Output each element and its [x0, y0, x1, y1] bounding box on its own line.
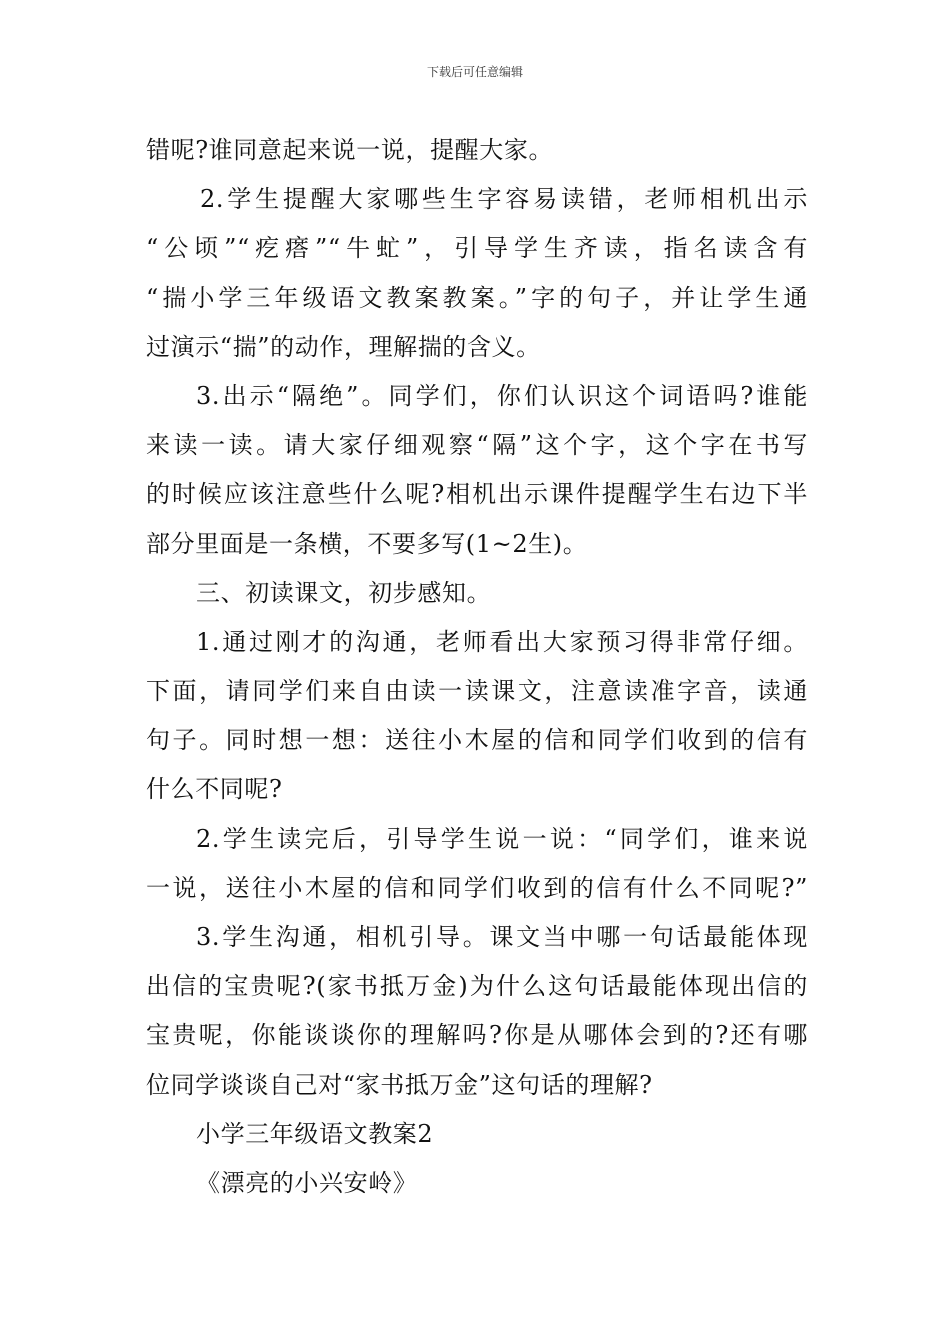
- section-heading: 三、初读课文，初步感知。: [196, 578, 492, 607]
- text-line: 位同学谈谈自己对“家书抵万金”这句话的理解?: [146, 1070, 653, 1099]
- text-line: 1.通过刚才的沟通，老师看出大家预习得非常仔细。: [196, 627, 808, 656]
- text-line: 3.学生沟通，相机引导。课文当中哪一句话最能体现: [196, 923, 808, 951]
- text-line: “公顷”“疙瘩”“牛虻”，引导学生齐读，指名读含有: [146, 234, 808, 263]
- text-line: 下面，请同学们来自由读一读课文，注意读准字音，读通: [146, 677, 808, 706]
- text-line: 3.出示“隔绝”。同学们，你们认识这个词语吗?谁能: [196, 381, 808, 410]
- text-line: 的时候应该注意些什么呢?相机出示课件提醒学生右边下半: [146, 480, 808, 509]
- text-line: 2.学生提醒大家哪些生字容易读错，老师相机出示: [200, 185, 808, 214]
- text-line: 错呢?谁同意起来说一说，提醒大家。: [146, 136, 554, 164]
- document-body: [146, 126, 808, 1208]
- page-header: 下载后可任意编辑: [426, 65, 523, 79]
- lesson-subtitle: 《漂亮的小兴安岭》: [196, 1168, 418, 1197]
- text-line: 出信的宝贵呢?(家书抵万金)为什么这句话最能体现出信的: [146, 972, 808, 1001]
- text-line: 来读一读。请大家仔细观察“隔”这个字，这个字在书写: [146, 431, 808, 460]
- text-line: 一说，送往小木屋的信和同学们收到的信有什么不同呢?”: [146, 873, 808, 902]
- text-line: 宝贵呢，你能谈谈你的理解吗?你是从哪体会到的?还有哪: [146, 1021, 808, 1050]
- text-line: 句子。同时想一想：送往小木屋的信和同学们收到的信有: [146, 726, 808, 755]
- lesson-title: 小学三年级语文教案2: [196, 1119, 434, 1148]
- text-line: 过演示“揣”的动作，理解揣的含义。: [146, 332, 541, 361]
- text-line: “揣小学三年级语文教案教案。”字的句子，并让学生通: [146, 283, 808, 312]
- text-line: 什么不同呢?: [146, 775, 283, 804]
- text-line: 2.学生读完后，引导学生说一说：“同学们，谁来说: [196, 824, 808, 853]
- text-line: 部分里面是一条横，不要多写(1~2生)。: [146, 529, 588, 558]
